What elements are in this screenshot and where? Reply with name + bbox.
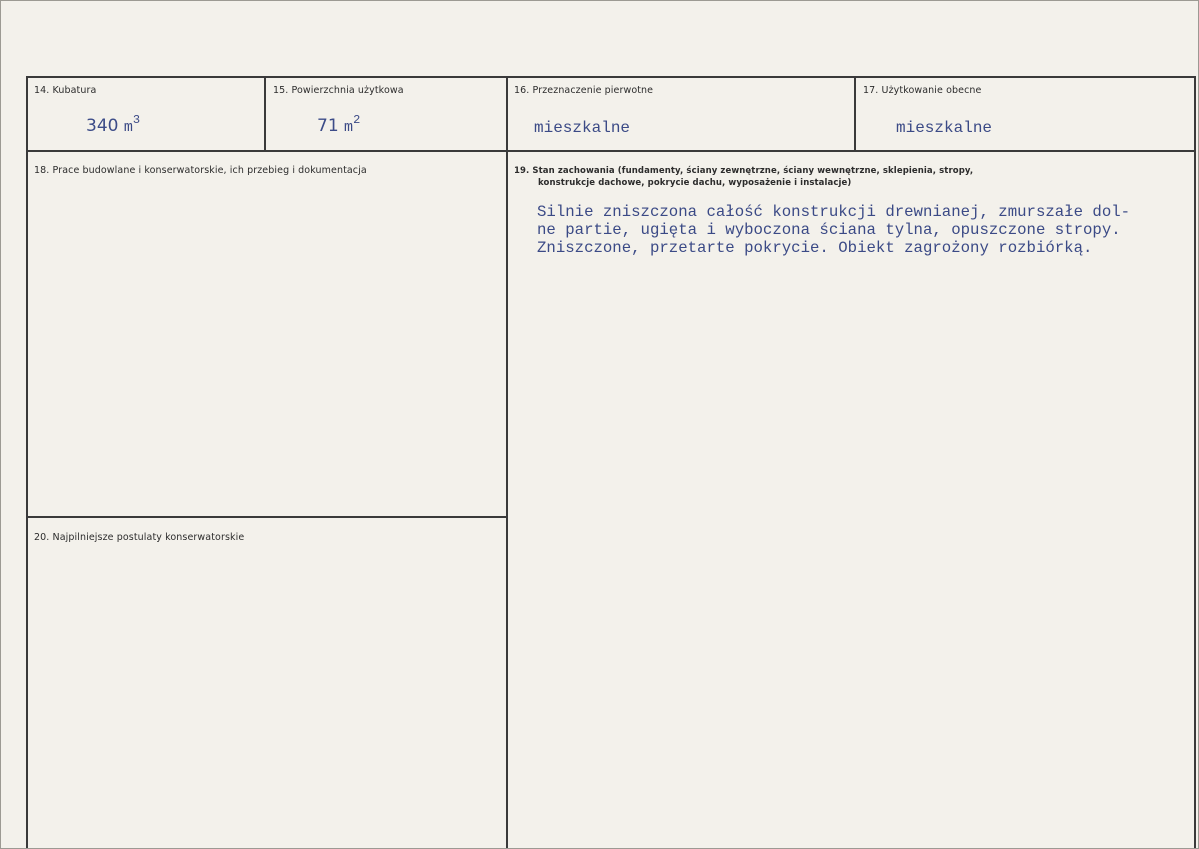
condition-text-line-3: Zniszczone, przetarte pokrycie. Obiekt zagrożony rozbiórką.: [537, 239, 1093, 257]
left-border: [26, 76, 28, 848]
condition-text-line-1: Silnie zniszczona całość konstrukcji drewnianej, zmurszałe dol-: [537, 203, 1131, 221]
condition-text-line-2: ne partie, ugięta i wyboczona ściana tylna, opuszczone stropy.: [537, 221, 1121, 239]
area-unit: $m^2$: [344, 113, 361, 136]
field-20-label: 20. Najpilniejsze postulaty konserwatorskie: [34, 532, 245, 543]
col-divider-main: [506, 76, 508, 848]
field-19-label-line2: konstrukcje dachowe, pokrycie dachu, wyposażenie i instalacje): [538, 178, 852, 188]
right-border: [1194, 76, 1196, 848]
field-14-value: [86, 115, 140, 136]
row-divider: [26, 150, 1196, 152]
field-19-label-line1: 19. Stan zachowania (fundamenty, ściany zewnętrzne, ściany wewnętrzne, sklepienia, stropy,: [514, 166, 974, 176]
field-15-value: [317, 115, 360, 136]
field-16-value: mieszkalne: [534, 119, 631, 137]
section-divider-18-20: [26, 516, 507, 518]
col-divider-14-15: [264, 76, 266, 151]
area-number: 71: [317, 116, 339, 136]
volume-number: 340: [86, 116, 119, 136]
col-divider-16-17: [854, 76, 856, 151]
field-15-label: 15. Powierzchnia użytkowa: [273, 85, 404, 96]
field-16-label: 16. Przeznaczenie pierwotne: [514, 85, 654, 96]
top-rule: [26, 76, 1196, 78]
field-17-value: mieszkalne: [896, 119, 993, 137]
field-14-label: 14. Kubatura: [34, 85, 97, 96]
field-18-label: 18. Prace budowlane i konserwatorskie, ich przebieg i dokumentacja: [34, 165, 367, 176]
field-17-label: 17. Użytkowanie obecne: [863, 85, 982, 96]
volume-unit: $m^3$: [123, 113, 141, 136]
